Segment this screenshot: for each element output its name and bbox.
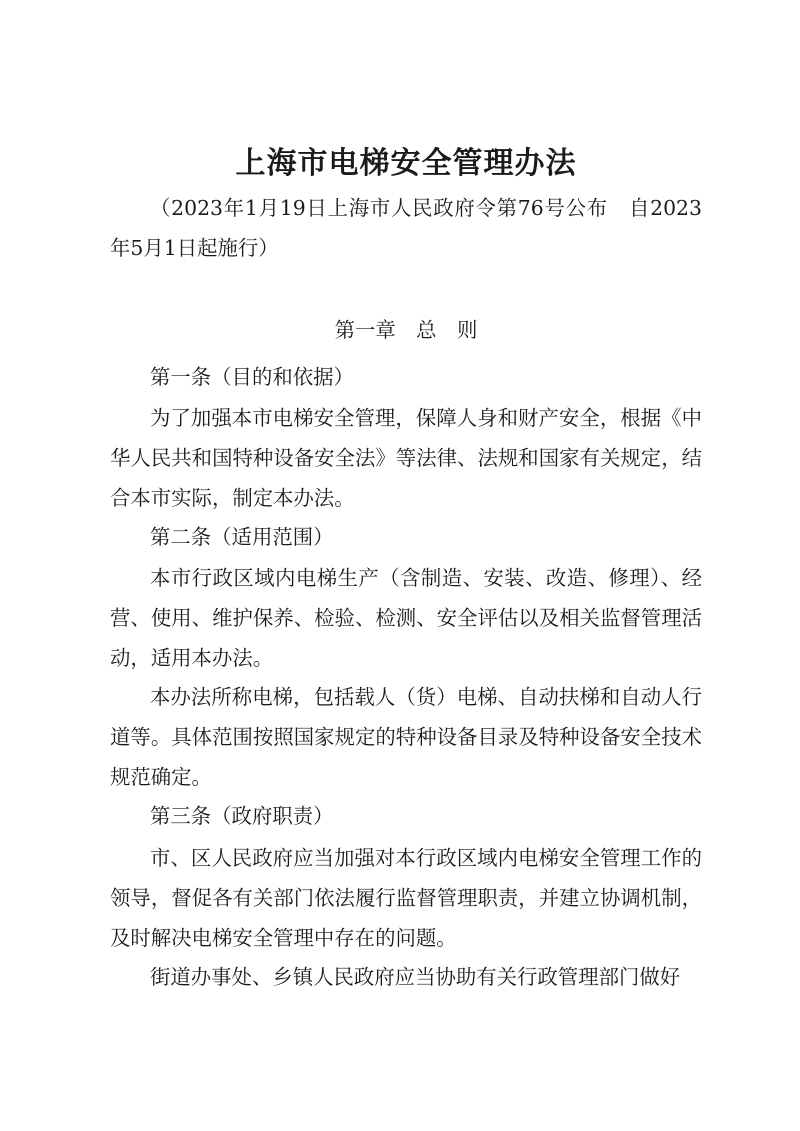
promulgation-note: （2023年1月19日上海市人民政府令第76号公布 自2023年5月1日起施行）: [110, 196, 702, 260]
document-title: 上海市电梯安全管理办法: [235, 146, 577, 181]
article-3-paragraph-1: 市、区人民政府应当加强对本行政区域内电梯安全管理工作的领导，督促各有关部门依法履行监督管理职责，并建立协调机制，及时解决电梯安全管理中存在的问题。: [110, 846, 702, 950]
chapter-heading: 第一章 总 则: [334, 318, 478, 342]
article-2-paragraph-1: 本市行政区域内电梯生产（含制造、安装、改造、修理）、经营、使用、维护保养、检验、检测、安全评估以及相关监督管理活动，适用本办法。: [110, 566, 702, 670]
article-2-heading: 第二条（适用范围）: [150, 525, 334, 549]
article-1-paragraph: 为了加强本市电梯安全管理，保障人身和财产安全，根据《中华人民共和国特种设备安全法》等法律、法规和国家有关规定，结合本市实际，制定本办法。: [110, 406, 702, 510]
article-3-heading: 第三条（政府职责）: [150, 804, 334, 828]
article-1-heading: 第一条（目的和依据）: [150, 365, 354, 389]
article-2-paragraph-2: 本办法所称电梯，包括载人（货）电梯、自动扶梯和自动人行道等。具体范围按照国家规定的特种设备目录及特种设备安全技术规范确定。: [110, 685, 702, 789]
article-3-paragraph-2: 街道办事处、乡镇人民政府应当协助有关行政管理部门做好: [150, 965, 681, 989]
